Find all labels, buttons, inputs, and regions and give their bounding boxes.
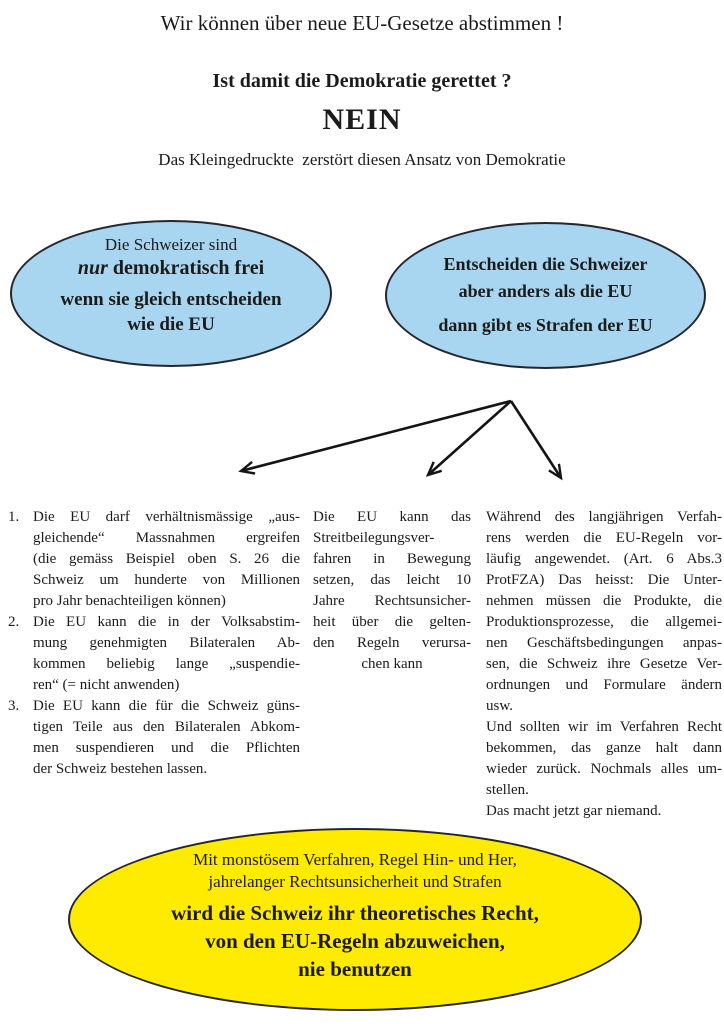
text-line: Schweiz um hunderte von Millionen [33,572,300,588]
conclusion-small-line2: jahrelanger Rechtsunsicherheit und Strafen [208,872,502,891]
left-bubble-line2 [78,257,264,280]
text-line: stellen. [486,782,529,798]
text-line: pro Jahr benachteiligen können) [33,593,226,609]
text-line: ProtFZA) Das heisst: Die Unter- [486,572,722,588]
text-line: chen kann [361,656,423,672]
subtitle-text: Das Kleingedruckte zerstört diesen Ansatz von Demokratie [158,150,566,169]
text-line: tigen Teile aus den Bilateralen Abkom- [33,719,300,735]
text-line: nehmen müssen die Produkte, die [486,593,722,609]
text-line: den Regeln verursa- [313,635,471,651]
conclusion-bold-line2: von den EU-Regeln abzuweichen, [205,929,505,953]
right-bubble [385,222,706,369]
text-line: Die EU kann die für die Schweiz güns- [33,698,300,714]
arrow-line [241,401,511,471]
arrow-line [428,401,511,475]
left-bubble-line3: wenn sie gleich entscheiden [60,289,282,310]
text-line: wieder zurück. Nochmals alles um- [486,761,722,777]
text-line: kommen beliebig lange „suspendie- [33,656,300,672]
middle-text-column [313,507,471,675]
text-line: Produktionsprozesse, die allgemei- [486,614,722,630]
list-item [8,612,300,696]
list-item [8,507,300,612]
answer-heading: NEIN [322,103,402,136]
text-line: Streitbeilegungsver- [313,530,435,546]
conclusion-bubble [68,828,642,1011]
text-line: Und sollten wir im Verfahren Recht [486,719,722,735]
text-line: heit über die gelten- [313,614,471,630]
text-line: ren“ (= nicht anwenden) [33,677,180,693]
text-line: setzen, das leicht 10 [313,572,471,588]
text-line: Die EU kann die in der Volksabstim- [33,614,300,630]
paragraph [486,507,722,717]
text-line: men suspendieren und die Pflichten [33,740,300,756]
question-heading: Ist damit die Demokratie gerettet ? [212,70,512,92]
left-bubble-line1: Die Schweizer sind [104,235,238,254]
text-line: bekommen, das ganze halt dann [486,740,722,756]
left-bubble [10,220,332,367]
text-line: ordnungen und Formulare ändern [486,677,722,693]
text-line: (die gemäss Beispiel oben S. 26 die [33,551,300,567]
text-line: Während des langjährigen Verfah- [486,509,722,525]
left-bubble-line2-rest: demokratisch frei [107,257,265,279]
text-line: nen Geschäftsbedingungen anpas- [486,635,722,651]
text-line: gleichende“ Massnahmen ergreifen [33,530,300,546]
text-line: fahren in Bewegung [313,551,471,567]
text-line: mung genehmigten Bilateralen Ab- [33,635,300,651]
paragraph [486,717,722,801]
text-line: sen, die Schweiz ihre Gesetze Ver- [486,656,722,672]
list-item-number: 2. [8,614,20,630]
numbered-list-column [8,507,300,780]
conclusion-bold-line1: wird die Schweiz ihr theoretisches Recht, [171,901,539,925]
text-line: Jahre Rechtsunsicher- [313,593,471,609]
left-bubble-line4: wie die EU [127,314,215,335]
text-line: läufig angewendet. (Art. 6 Abs.3 [486,551,722,567]
right-bubble-line3: dann gibt es Strafen der EU [438,315,653,335]
text-line: Das macht jetzt gar niemand. [486,803,662,819]
right-bubble-line1: Entscheiden die Schweizer [443,254,648,274]
arrow-line [511,401,561,478]
paragraph [486,801,722,822]
text-line: Die EU kann das [313,509,471,525]
left-bubble-nur-italic: nur [77,257,108,279]
list-item-number: 3. [8,698,20,714]
list-item [8,696,300,780]
conclusion-small-line1: Mit monstösem Verfahren, Regel Hin- und Her, [193,850,517,869]
text-line: rens werden die EU-Regeln vor- [486,530,722,546]
right-text-column [486,507,722,822]
right-bubble-line2: aber anders als die EU [458,281,633,301]
page-title: Wir können über neue EU-Gesetze abstimmen ! [160,11,564,35]
text-line: der Schweiz bestehen lassen. [33,761,208,777]
text-line: usw. [486,698,513,714]
conclusion-bold-line3: nie benutzen [298,957,412,981]
text-line: Die EU darf verhältnismässige „aus- [33,509,300,525]
list-item-number: 1. [8,509,20,525]
